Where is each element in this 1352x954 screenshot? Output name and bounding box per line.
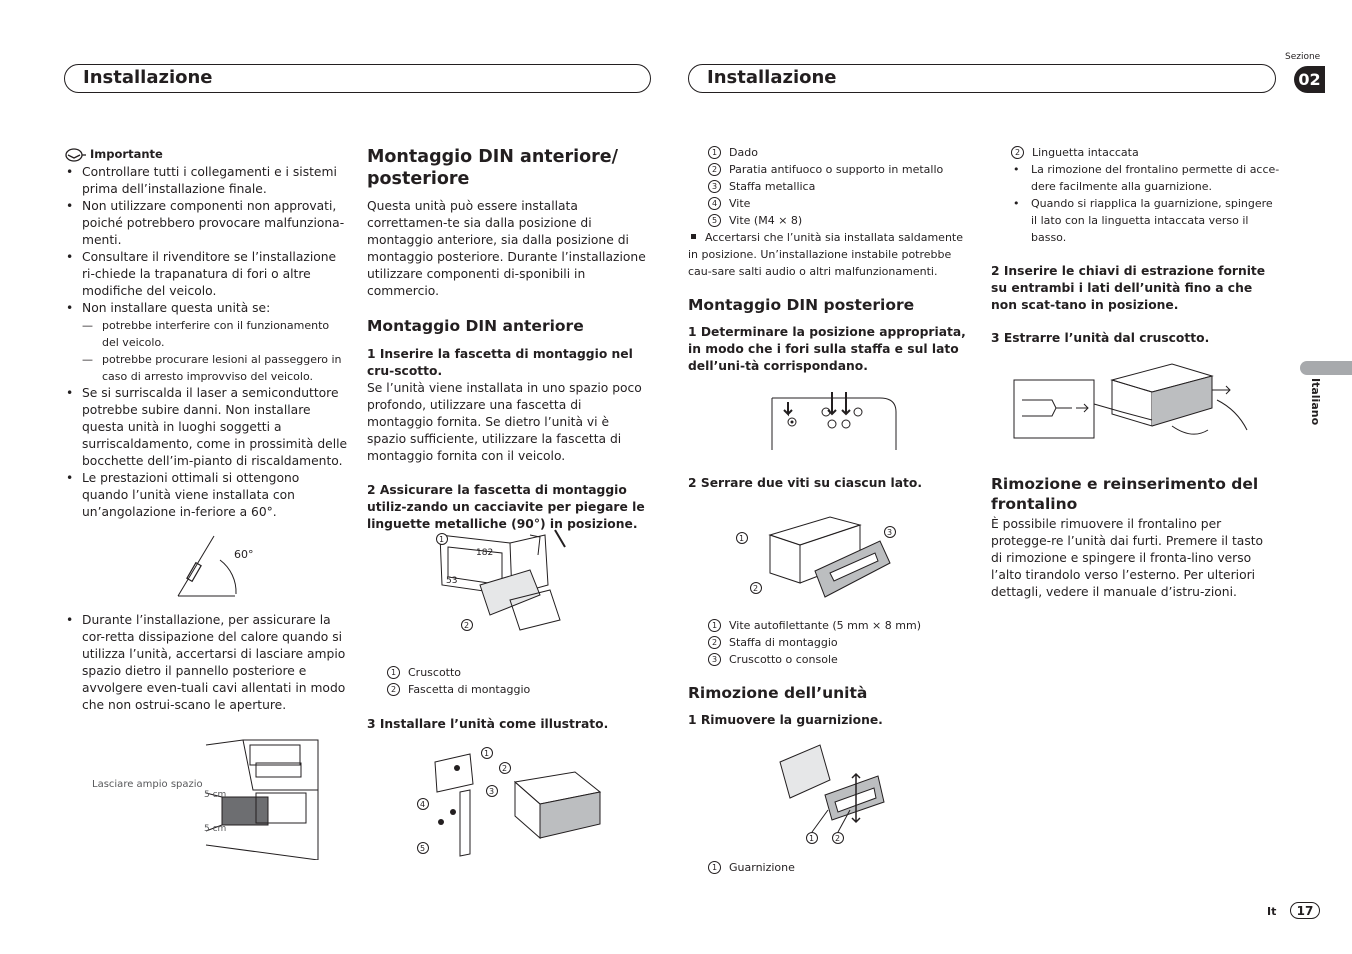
step-2-keys: 2 Inserire le chiavi di estrazione fornite su entrambi i lati dell’unità fino a che non scat-tano in posizione.: [991, 264, 1266, 312]
dash-item: — potrebbe procurare lesioni al passeggero in caso di arresto improvviso del veicolo.: [82, 351, 349, 385]
column-4-steps: [991, 263, 1277, 347]
note-square-icon: [691, 234, 696, 239]
install-unit-illustration: [415, 742, 605, 860]
legend-text: Vite: [729, 197, 751, 210]
unit-removal-subtitle: Rimozione dell’unità: [688, 684, 868, 702]
note-text: [688, 229, 972, 280]
legend-text: Cruscotto o console: [729, 653, 838, 666]
dim-53: 53: [446, 576, 458, 586]
legend-marker: 3: [708, 180, 721, 193]
legend-marker: 1: [708, 861, 721, 874]
legend-marker: 1: [387, 666, 400, 679]
step-3-extract: 3 Estrarre l’unità dal cruscotto.: [991, 331, 1210, 345]
legend-text: Staffa di montaggio: [729, 636, 838, 649]
legend-text: Vite autofilettante (5 mm × 8 mm): [729, 619, 921, 632]
legend-item: [708, 144, 978, 161]
left-header-title: Installazione: [83, 67, 213, 88]
faceplate-subtitle: Rimozione e reinserimento del frontalino: [991, 475, 1259, 513]
step-2-rear: 2 Serrare due viti su ciascun lato.: [688, 476, 922, 490]
legend-marker: 1: [708, 619, 721, 632]
bullet-item: • Le prestazioni ottimali si ottengono quando l’unità viene installata con un’angolazione in-feriore a 60°.: [64, 470, 349, 521]
column-4: [1011, 144, 1281, 246]
din-front-rear-title: Montaggio DIN anteriore/ posteriore: [367, 147, 619, 189]
step-1-removal: 1 Rimuovere la guarnizione.: [688, 713, 883, 727]
faceplate-text: È possibile rimuovere il frontalino per protegge-re l’unità dai furti. Premere il tasto di rimozione e spingere il fronta-lino verso l’alto tirandolo verso l’esterno. Per ulteriori dettagli, vedere il manuale d’istru-zioni.: [991, 517, 1264, 599]
dashboard-space-illustration: [88, 735, 328, 860]
trim-ring-illustration: [770, 740, 890, 850]
bullet-item: • Controllare tutti i collegamenti e i sistemi prima dell’installazione finale.: [64, 164, 349, 198]
legend-item: [708, 195, 978, 212]
trim-notes: [1011, 161, 1281, 246]
legend-marker: 2: [708, 163, 721, 176]
din-intro-text: Questa unità può essere installata correttamen-te sia dalla posizione di montaggio anteriore, sia dalla posizione di montaggio posteriore. Durante l’installazione utilizzare componenti di-sponibili in commercio.: [367, 199, 646, 298]
note-content: Accertarsi che l’unità sia installata saldamente in posizione. Un’installazione instabile potrebbe cau-sare salti audio o altri malfunzionamenti.: [688, 231, 963, 278]
legend-text: Fascetta di montaggio: [408, 683, 531, 696]
din-rear-subtitle: Montaggio DIN posteriore: [688, 296, 915, 314]
bullet-item: • Se si surriscalda il laser a semiconduttore potrebbe subire danni. Non installare questa unità in luoghi soggetti a surriscaldamento, come in prossimità delle bocchette dell’im-pianto di riscaldamento.: [64, 385, 349, 470]
legend-text: Vite (M4 × 8): [729, 214, 803, 227]
dash-list: [64, 317, 349, 385]
legend-item: [708, 634, 978, 651]
marker-1: 1: [739, 534, 745, 543]
removal-section: [688, 683, 972, 729]
column-1-lower: [64, 612, 349, 714]
marker-1: 1: [484, 749, 490, 758]
important-bullets: [64, 164, 349, 521]
legend-marker: 4: [708, 197, 721, 210]
legend-item: [708, 651, 978, 668]
faceplate-section: [991, 474, 1277, 601]
legend-marker: 5: [708, 214, 721, 227]
column-1: [64, 146, 349, 521]
legend-front: [387, 664, 647, 698]
column-2: [367, 146, 651, 533]
right-header-title: Installazione: [707, 67, 837, 88]
important-heading: [64, 146, 349, 163]
bullet-item: • Consultare il rivenditore se l’installazione ri-chiede la trapanatura di fori o altre modifiche del veicolo.: [64, 249, 349, 300]
legend-text: Dado: [729, 146, 758, 159]
important-icon: [64, 147, 88, 163]
bullet-item: [64, 300, 349, 385]
language-tab: [1300, 361, 1352, 375]
space-label: Lasciare ampio spazio: [92, 779, 203, 790]
angle-illustration: [170, 530, 270, 602]
legend-marker: 1: [708, 146, 721, 159]
legend-text: Paratia antifuoco o supporto in metallo: [729, 163, 944, 176]
important-label: Importante: [90, 147, 163, 161]
bullet-item: • Quando si riapplica la guarnizione, spingere il lato con la linguetta intaccata verso il basso.: [1011, 195, 1281, 246]
marker-4: 4: [420, 800, 426, 809]
bullet-item: • Non utilizzare componenti non approvati, poiché potrebbero provocare malfunziona-menti.: [64, 198, 349, 249]
legend-text: Linguetta intaccata: [1032, 146, 1139, 159]
right-section-header: [688, 64, 1276, 93]
step-1-rear: 1 Determinare la posizione appropriata, in modo che i fori sulla staffa e sul lato dell’uni-tà corrispondano.: [688, 325, 966, 373]
legend-trim: [708, 859, 978, 876]
legend-item: [708, 212, 978, 229]
mounting-sleeve-illustration: [430, 525, 580, 640]
legend-marker: 2: [708, 636, 721, 649]
legend-item: [387, 664, 647, 681]
legend-item: [708, 178, 978, 195]
legend-item: [708, 859, 978, 876]
footer-language: It: [1267, 905, 1277, 918]
page-number: 17: [1290, 902, 1320, 919]
step-3-front: 3 Installare l’unità come illustrato.: [367, 717, 609, 731]
marker-1: 1: [439, 535, 445, 544]
marker-2: 2: [464, 621, 470, 630]
cm-label-1: 5 cm: [204, 790, 227, 800]
dash-item: — potrebbe interferire con il funzionamento del veicolo.: [82, 317, 349, 351]
cm-label-2: 5 cm: [204, 824, 227, 834]
bullet-text: Non installare questa unità se:: [82, 301, 271, 315]
legend-item: [1011, 144, 1281, 161]
legend-text: Guarnizione: [729, 861, 795, 874]
bullet-list-heat: [64, 612, 349, 714]
column-3: [688, 229, 972, 375]
bullet-item: • La rimozione del frontalino permette di acce-dere facilmente alla guarnizione.: [1011, 161, 1281, 195]
language-text: Italiano: [1309, 378, 1322, 426]
legend-rear-top: [708, 144, 978, 229]
bullet-item: • Durante l’installazione, per assicurare la cor-retta dissipazione del calore quando si utilizza l’unità, accertarsi di lasciare ampio spazio dietro il pannello posteriore e avvolgere even-tuali cavi allentati in modo che non ostrui-scano le aperture.: [64, 612, 349, 714]
legend-text: Staffa metallica: [729, 180, 816, 193]
marker-3: 3: [489, 787, 495, 796]
step-1-front: 1 Inserire la fascetta di montaggio nel cru-scotto.: [367, 347, 633, 378]
marker-3: 3: [887, 528, 893, 537]
extraction-illustration: [1012, 360, 1262, 448]
left-section-header: [64, 64, 651, 93]
marker-2: 2: [753, 584, 759, 593]
step-2-front: 2 Assicurare la fascetta di montaggio utiliz-zando un cacciavite per piegare le linguette metalliche (90°) in posizione.: [367, 483, 645, 531]
din-front-subtitle: Montaggio DIN anteriore: [367, 317, 584, 335]
marker-5: 5: [420, 844, 426, 853]
legend-marker: 3: [708, 653, 721, 666]
legend-marker: 2: [387, 683, 400, 696]
section-label: Sezione: [1285, 52, 1321, 62]
legend-item: [708, 617, 978, 634]
section-number-badge: 02: [1294, 66, 1325, 93]
legend-marker: 2: [1011, 146, 1024, 159]
marker-2: 2: [502, 764, 508, 773]
dim-182: 182: [476, 548, 494, 558]
legend-item: [708, 161, 978, 178]
marker-1: 1: [809, 834, 815, 843]
hole-alignment-illustration: [770, 390, 898, 452]
legend-text: Cruscotto: [408, 666, 462, 679]
screws-illustration: [730, 505, 905, 605]
legend-item: [387, 681, 647, 698]
angle-label: 60°: [234, 548, 254, 561]
marker-2: 2: [835, 834, 841, 843]
legend-screws: [708, 617, 978, 668]
step-1-front-text: Se l’unità viene installata in uno spazio poco profondo, utilizzare una fascetta di montaggio fornita. Se dietro l’unità vi è spazio sufficiente, utilizzare la fascetta di montaggio fornita con il veicolo.: [367, 381, 642, 463]
language-side-label: [1298, 378, 1324, 428]
